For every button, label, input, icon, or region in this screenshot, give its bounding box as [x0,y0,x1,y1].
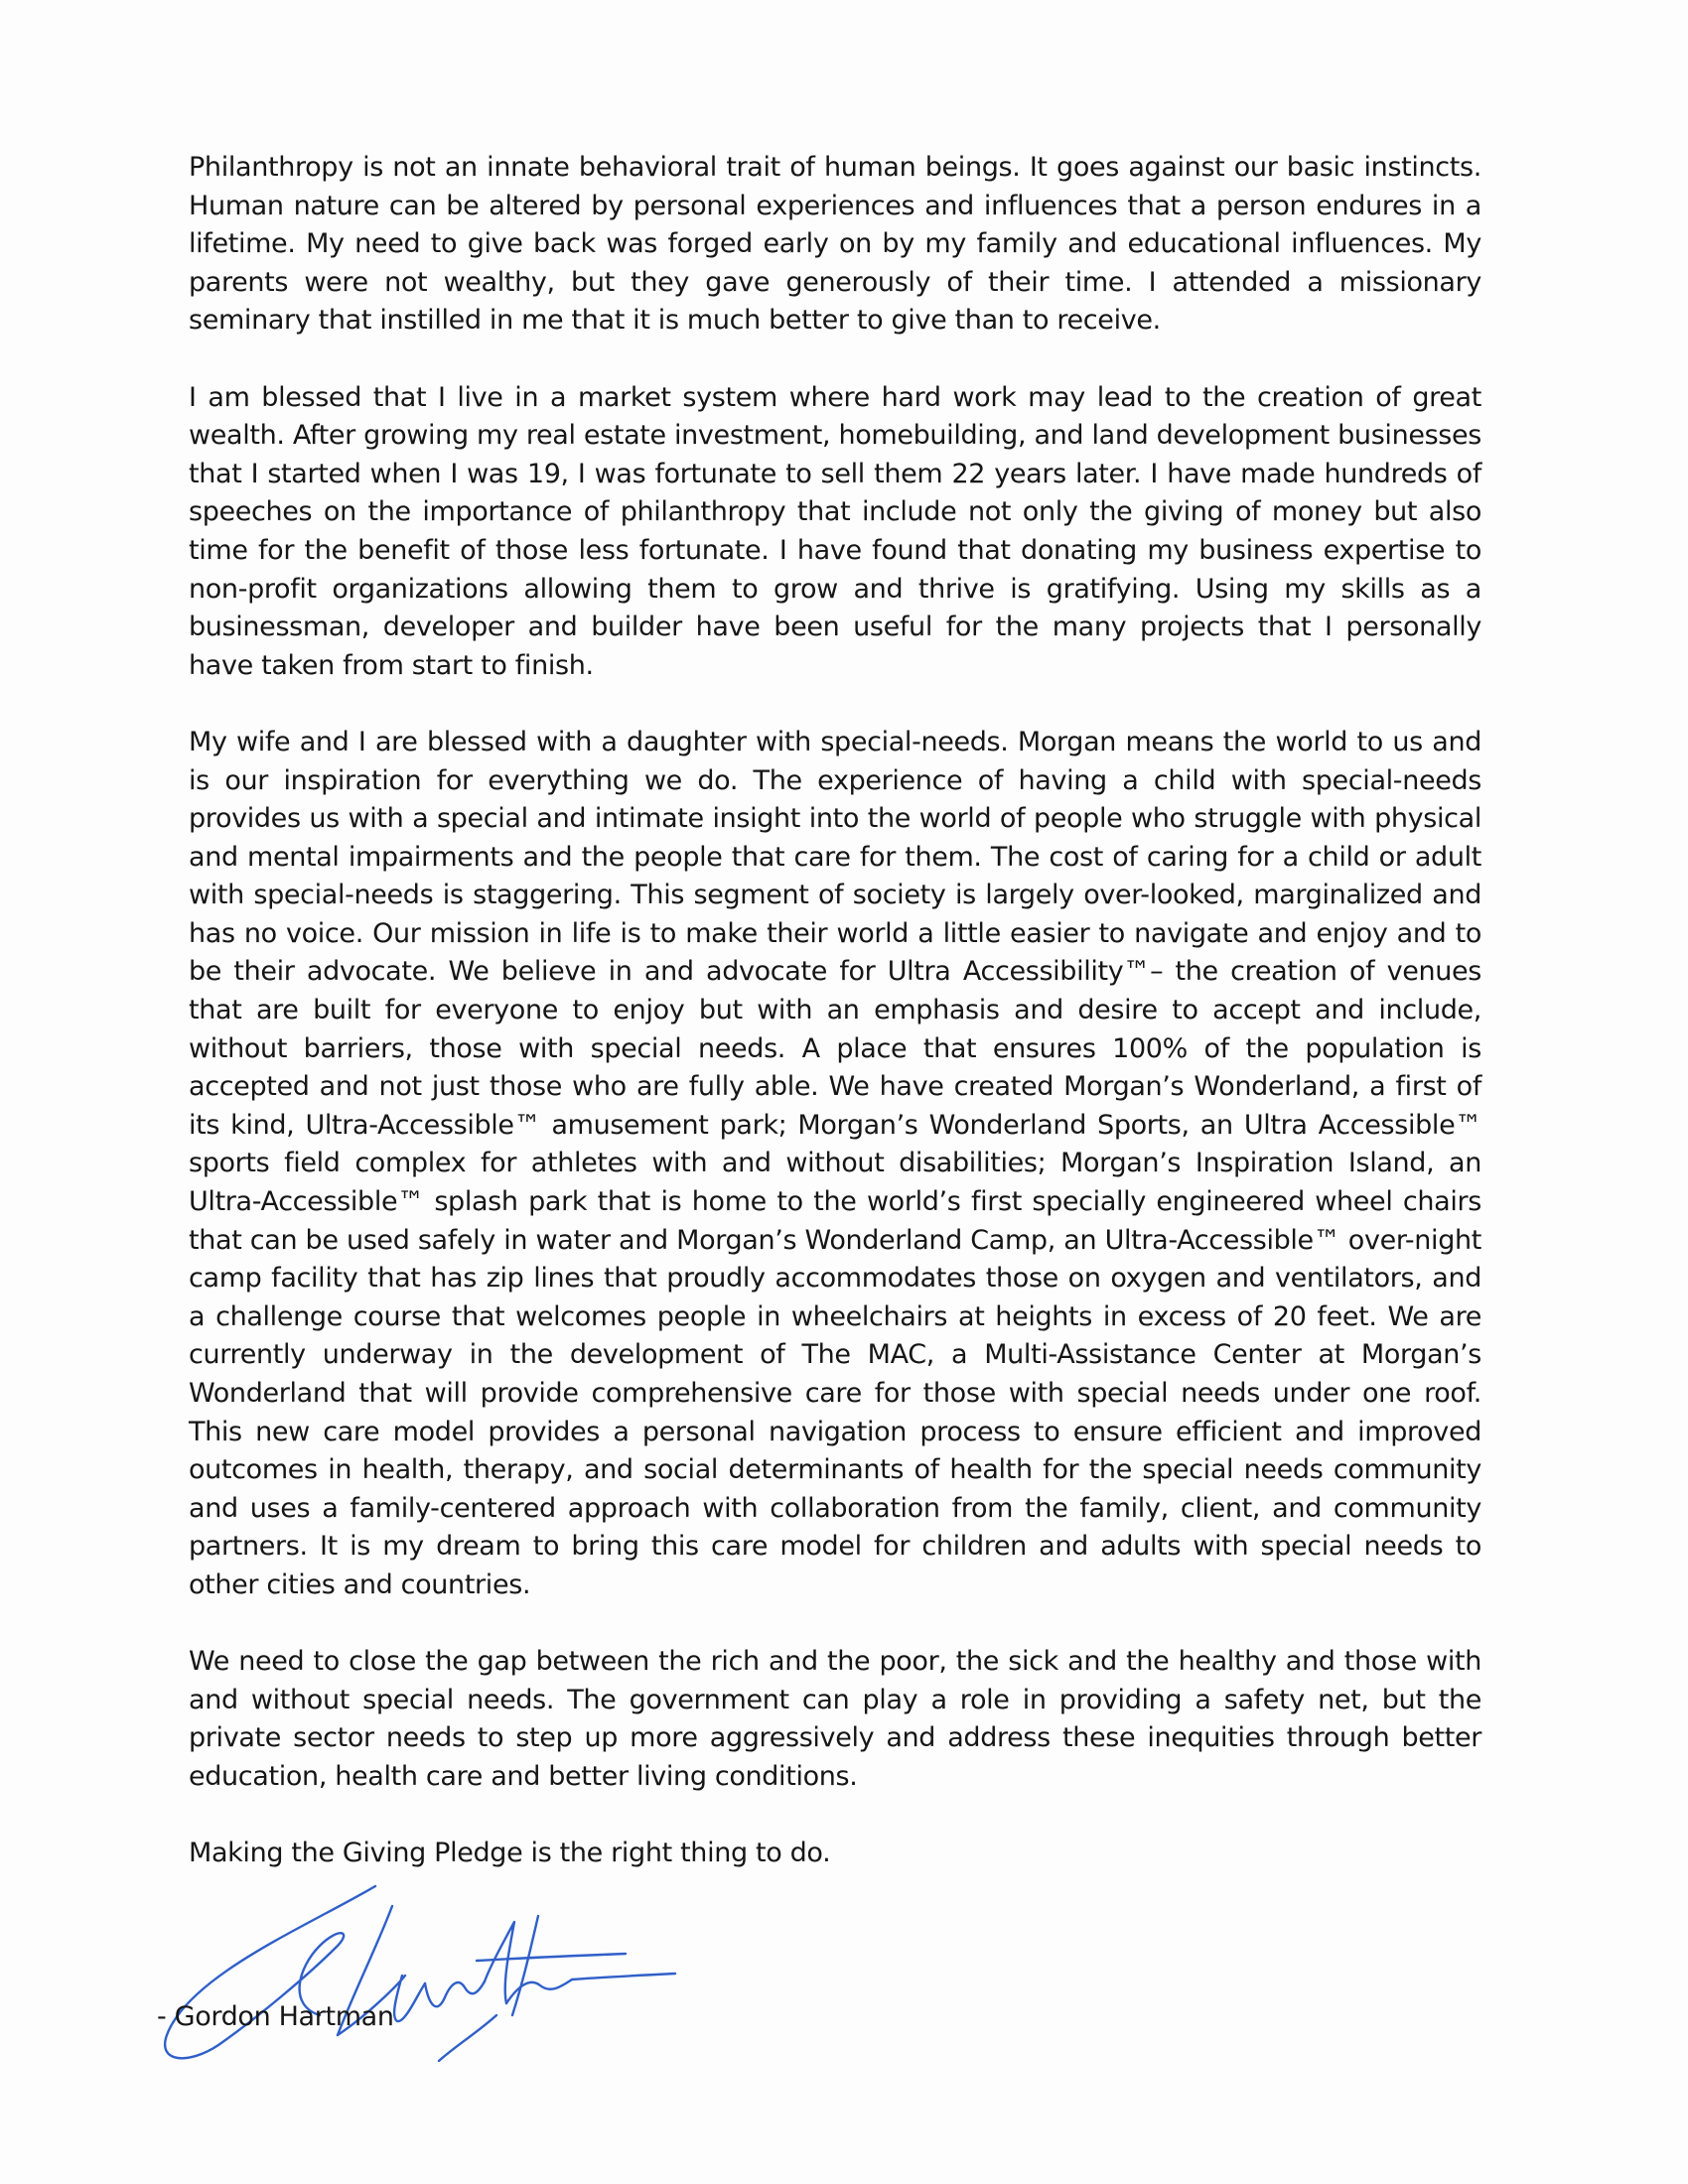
paragraph-morgan: My wife and I are blessed with a daughter with special-needs. Morgan means the world to us and is our inspiration for everything we do. The experience of having a child with special-needs provides us with a special and intimate insight into the world of people who struggle with physical and mental impairments and the people that care for them. The cost of caring for a child or adult with special-needs is staggering. This segment of society is largely over-looked, marginalized and has no voice. Our mission in life is to make their world a little easier to navigate and enjoy and to be their advocate. We believe in and advocate for Ultra Accessibility™– the creation of venues that are built for everyone to enjoy but with an emphasis and desire to accept and include, without barriers, those with special needs. A place that ensures 100% of the population is accepted and not just those who are fully able. We have created Morgan’s Wonderland, a first of its kind, Ultra-Accessible™ amusement park; Morgan’s Wonderland Sports, an Ultra Accessible™ sports field complex for athletes with and without disabilities; Morgan’s Inspiration Island, an Ultra-Accessible™ splash park that is home to the world’s first specially engineered wheel chairs that can be used safely in water and Morgan’s Wonderland Camp, an Ultra-Accessible™ over-night camp facility that has zip lines that proudly accommodates those on oxygen and ventilators, and a challenge course that welcomes people in wheelchairs at heights in excess of 20 feet. We are currently underway in the development of The MAC, a Multi-Assistance Center at Morgan’s Wonderland that will provide comprehensive care for those with special needs under one roof. This new care model provides a personal navigation process to ensure efficient and improved outcomes in health, therapy, and social determinants of health for the special needs community and uses a family-centered approach with collaboration from the family, client, and community partners. It is my dream to bring this care model for children and adults with special needs to other cities and countries. [189,726,1481,1600]
letter-body [189,149,1481,1873]
paragraph-market-system: I am blessed that I live in a market system where hard work may lead to the creation of great wealth. After growing my real estate investment, homebuilding, and land development businesses that I started when I was 19, I was fortunate to sell them 22 years later. I have made hundreds of speeches on the importance of philanthropy that include not only the giving of money but also time for the benefit of those less fortunate. I have found that donating my business expertise to non-profit organizations allowing them to grow and thrive is gratifying. Using my skills as a businessman, developer and builder have been useful for the many projects that I personally have taken from start to finish. [189,381,1481,681]
signature-block [149,1866,745,2065]
handwritten-signature [149,1866,745,2065]
paragraph-close-the-gap: We need to close the gap between the rich and the poor, the sick and the healthy and those with and without special needs. The government can play a role in providing a safety net, but the private sector needs to step up more aggressively and address these inequities through better education, health care and better living conditions. [189,1646,1481,1792]
paragraph-philanthropy: Philanthropy is not an innate behavioral trait of human beings. It goes against our basic instincts. Human nature can be altered by personal experiences and influences that a person endures in a lifetime. My need to give back was forged early on by my family and educational influences. My parents were not wealthy, but they gave generously of their time. I attended a missionary seminary that instilled in me that it is much better to give than to receive. [189,152,1481,337]
signer-name: - Gordon Hartman [157,2001,394,2032]
closing-line: Making the Giving Pledge is the right thing to do. [189,1838,831,1869]
